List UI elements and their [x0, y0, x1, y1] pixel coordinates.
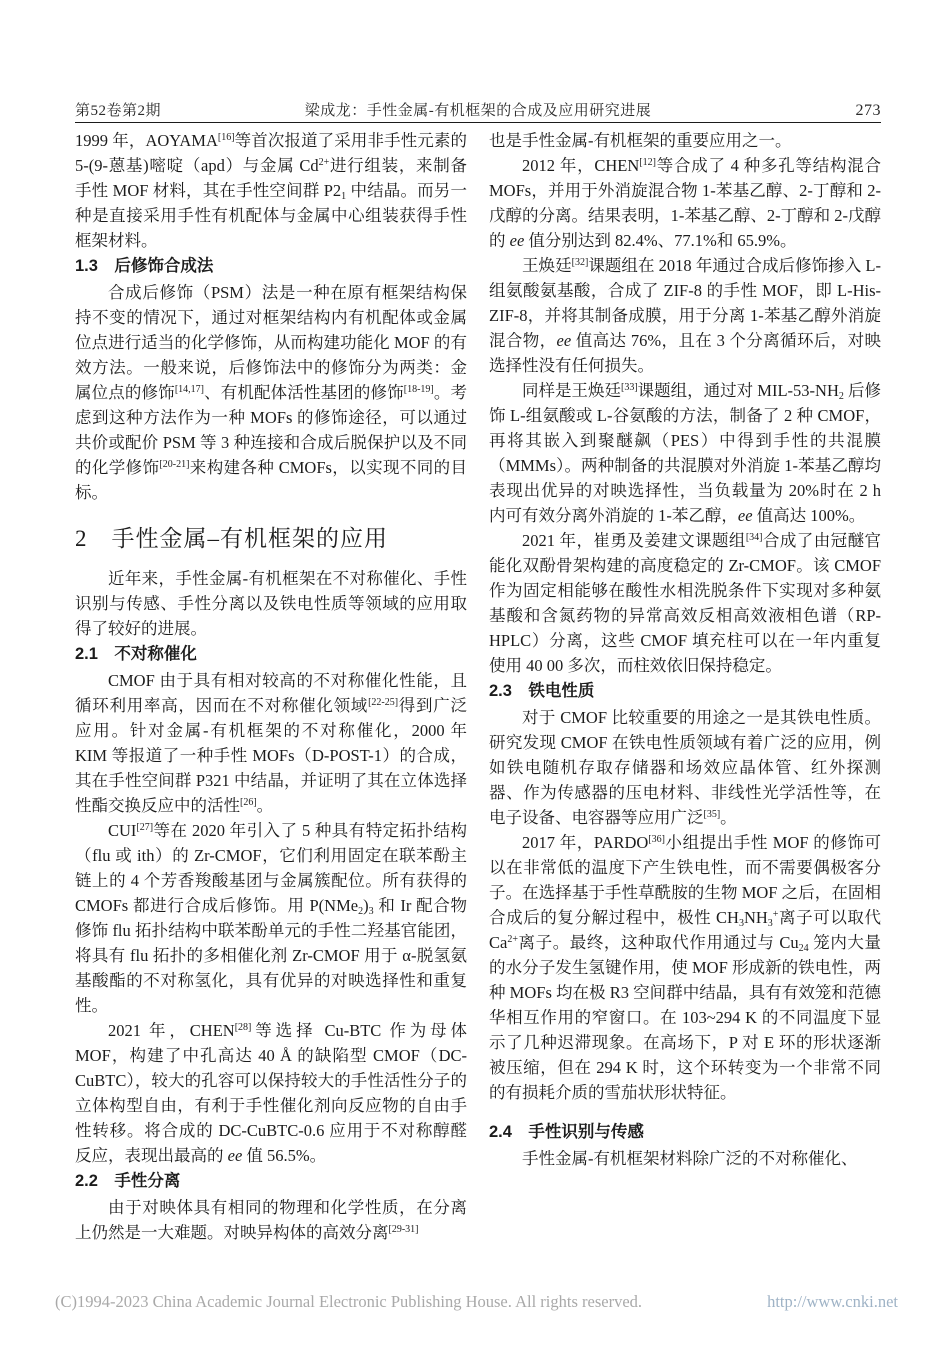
paragraph-psm: 合成后修饰（PSM）法是一种在原有框架结构保持不变的情况下，通过对框架结构内有机配体或金属位点进行适当的化学修饰，从而构建功能化 MOF 的有效方法。一般来说，后修饰法中的修饰分为两类：金属位点的修饰[14,17]、有机配体活性基团的修饰[18-19]。考虑到这种方法作为一种 MOFs 的修饰途径，可以通过共价或配价 PSM 等 3 种连接和合成后脱保护以及不同的化学修饰[20-21]来构建各种 CMOFs，以实现不同的目标。 — [75, 283, 468, 502]
section-heading-2-2: 2.2 手性分离 — [75, 1172, 181, 1190]
superscript: 2+ — [507, 934, 518, 945]
paragraph-applications-intro: 近年来，手性金属-有机框架在不对称催化、手性识别与传感、手性分离以及铁电性质等领域的应用取得了较好的进展。 — [75, 569, 467, 638]
superscript: [16] — [217, 132, 235, 143]
italic-text: ee — [227, 1146, 243, 1165]
paragraph-chen-2021: 2021 年，CHEN[28]等选择 Cu-BTC 作为母体 MOF，构建了中孔高达 40 Å 的缺陷型 CMOF（DC-CuBTC），较大的孔容可以保持较大的手性活性分子的立体构型自由，有利于手性催化剂向反应物的自由手性转移。将合成的 DC-CuBTC-0.6 应用于不对称醇醛反应，表现出最高的 ee 值 56.5%。 — [75, 1021, 467, 1165]
superscript: [35] — [703, 809, 721, 820]
subscript: 3 — [767, 918, 773, 929]
paragraph-cui-jiang-2021: 2021 年，崔勇及姜建文课题组[34]合成了由冠醚官能化双酚骨架构建的高度稳定的 Zr-CMOF。该 CMOF 作为固定相能够在酸性水相洗脱条件下实现对多种氨基酸和含氮药物的异常高效反相高效液相色谱（RP-HPLC）分离，这些 CMOF 填充柱可以在一年内重复使用 40 00 多次，而柱效依旧保持稳定。 — [489, 531, 882, 675]
copyright-text: (C)1994-2023 China Academic Journal Electronic Publishing House. All rights reserved. — [55, 1292, 643, 1311]
subscript: 24 — [798, 943, 809, 954]
paragraph-recognition-intro: 手性金属-有机框架材料除广泛的不对称催化、 — [522, 1149, 858, 1168]
section-heading-2-4: 2.4 手性识别与传感 — [489, 1123, 644, 1141]
left-column — [75, 128, 467, 1245]
superscript: [32] — [571, 257, 589, 268]
paragraph-chen-2012: 2012 年，CHEN[12]等合成了 4 种多孔等结构混合 MOFs，并用于外消旋混合物 1-苯基乙醇、2-丁醇和 2-戊醇的分离。结果表明，1-苯基乙醇、2-丁醇和 2-戊醇的 ee 值分别达到 82.4%、77.1%和 65.9%。 — [489, 156, 881, 250]
page-header — [75, 99, 881, 120]
superscript: [18-19] — [403, 384, 434, 395]
paragraph-wang-2018: 王焕廷[32]课题组在 2018 年通过合成后修饰掺入 L-组氨酸氨基酸，合成了 ZIF-8 的手性 MOF，即 L-His-ZIF-8，并将其制备成膜，用于分离 1-苯基乙醇外消旋混合物，ee 值高达 76%，且在 3 个分离循环后，对映选择性没有任何损失。 — [489, 256, 882, 375]
italic-text: ee — [509, 231, 525, 250]
section-heading-2-3: 2.3 铁电性质 — [489, 682, 595, 700]
superscript: [36] — [648, 834, 665, 845]
subscript: 2 — [358, 906, 364, 917]
running-title: 梁成龙：手性金属-有机框架的合成及应用研究进展 — [304, 103, 652, 119]
italic-text: ee — [737, 506, 753, 525]
cnki-url: http://www.cnki.net — [767, 1292, 898, 1311]
subscript: 2 — [838, 391, 844, 402]
subscript: 3 — [738, 918, 744, 929]
article-body — [75, 128, 881, 1245]
page-footer — [55, 1292, 898, 1312]
superscript: [34] — [745, 532, 763, 543]
right-column — [489, 128, 881, 1245]
superscript: [33] — [621, 382, 638, 393]
superscript: + — [772, 909, 779, 920]
superscript: [28] — [234, 1022, 252, 1033]
superscript: 2+ — [318, 157, 330, 168]
header-rule — [75, 122, 881, 123]
superscript: [22-25] — [368, 697, 399, 708]
paragraph-separation-continue: 也是手性金属-有机框架的重要应用之一。 — [489, 131, 792, 150]
superscript: [12] — [639, 157, 656, 168]
subscript: 1 — [341, 191, 347, 202]
paragraph-cui-2020: CUI[27]等在 2020 年引入了 5 种具有特定拓扑结构（flu 或 ith）的 Zr-CMOF，它们利用固定在联苯酚主链上的 4 个芳香羧酸基团与金属簇配位。所有获得的 CMOFs 都进行合成后修饰。用 $P(NMe_2)_3$ 和 Ir 配合物修饰 flu 拓扑结构中联苯酚单元的手性二羟基官能团，将具有 flu 拓扑的多相催化剂 Zr-CMOF 用于 α-脱氢氨基酸酯的不对称氢化，具有优异的对映选择性和重复性。 — [75, 821, 467, 1015]
subscript: 3 — [368, 906, 374, 917]
paragraph-wang-mil53: 同样是王焕廷[33]课题组，通过对 MIL-$53-NH_2$ 后修饰 L-组氨酸或 L-谷氨酸的方法，制备了 2 种 CMOF，再将其嵌入到聚醚飙（PES）中得到手性的共混膜（MMMs）。两种制备的共混膜对外消旋 1-苯基乙醇均表现出优异的对映选择性，当负载量为 20%时在 2 h 内可有效分离外消旋的 1-苯乙醇，ee 值高达 100%。 — [489, 381, 881, 525]
section-heading-2-1: 2.1 不对称催化 — [75, 645, 197, 663]
paragraph-ferroelectric-intro: 对于 CMOF 比较重要的用途之一是其铁电性质。研究发现 CMOF 在铁电性质领域有着广泛的应用，例如铁电随机存取存储器和场效应晶体管、红外探测器、作为传感器的压电材料、非线性光学活性等，在电子设备、电容器等应用广泛[35]。 — [489, 708, 881, 827]
italic-text: ee — [556, 331, 572, 350]
volume-issue: 第52卷第2期 — [75, 103, 162, 119]
chapter-heading-2: 2 手性金属–有机框架的应用 — [75, 526, 388, 551]
section-heading-1-3: 1.3 后修饰合成法 — [75, 257, 214, 275]
paragraph-pardo-2017: 2017 年，PARDO[36]小组提出手性 MOF 的修饰可以在非常低的温度下产生铁电性，而不需要偶极客分子。在选择基于手性草酰胺的生物 MOF 之后，在固相合成后的复分解过程中，极性 $CH_3NH_3^+$离子可以取代 $Ca^{2+}$离子。最终，这种取代作用通过与 $Cu_{24}$ 笼内大量的水分子发生氢键作用，使 MOF 形成新的铁电性，两种 MOFs 均在极 R3 空间群中结晶，具有有效笼和范德华相互作用的窄窗口。在 103~294 K 的不同温度下显示了几种迟滞现象。在高场下，P 对 E 环的形状逐渐被压缩，但在 294 K 时，这个环转变为一个非常不同的有损耗介质的雪茄状形状特征。 — [489, 833, 882, 1102]
superscript: [26] — [240, 797, 257, 808]
superscript: [20-21] — [159, 459, 190, 470]
paragraph-asymmetric-catalysis: CMOF 由于具有相对较高的不对称催化性能，且循环利用率高，因而在不对称催化领域[22-25]得到广泛应用。针对金属-有机框架的不对称催化，2000 年 KIM 等报道了一种手性 MOFs（D-POST-1）的合成，其在手性空间群 P321 中结晶，并证明了其在立体选择性酯交换反应中的活性[26]。 — [75, 671, 468, 815]
superscript: [29-31] — [388, 1224, 419, 1235]
superscript: [27] — [136, 822, 154, 833]
superscript: [14,17] — [174, 384, 204, 395]
paragraph-chiral-separation-intro: 由于对映体具有相同的物理和化学性质，在分离上仍然是一大难题。对映异构体的高效分离[29-31] — [75, 1198, 467, 1242]
page-number: 273 — [855, 102, 881, 119]
paragraph-aoyama-1999: 1999 年，AOYAMA[16]等首次报道了采用非手性元素的 5-(9-蒽基)嘧啶（apd）与金属 $Cd^{2+}$进行组装，来制备手性 MOF 材料，其在手性空间群 $P2_1$ 中结晶。而另一种是直接采用手性有机配体与金属中心组装获得手性框架材料。 — [75, 131, 468, 250]
